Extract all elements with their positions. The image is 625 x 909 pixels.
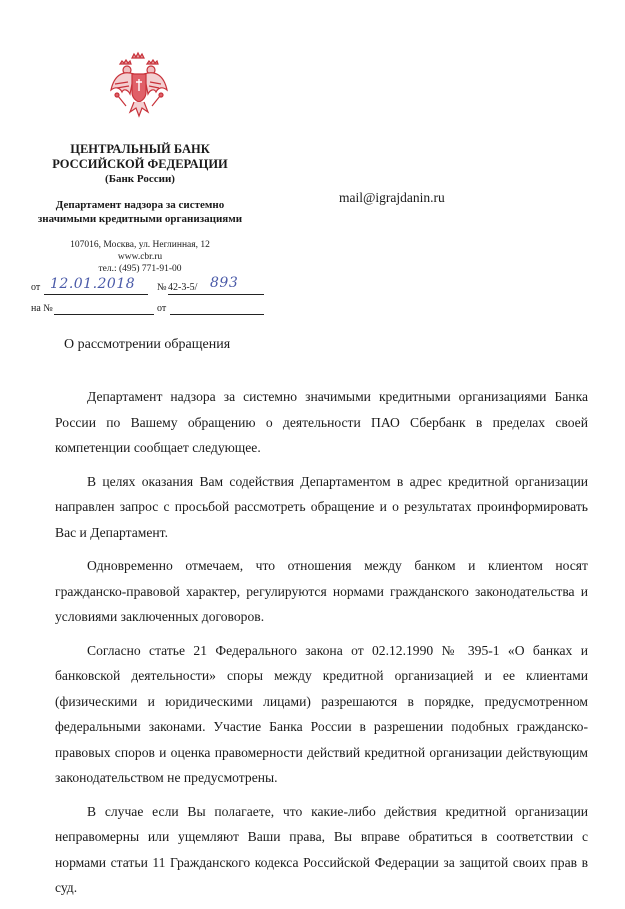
ref-label: на №: [31, 303, 53, 314]
ref-number-underline: [54, 314, 154, 315]
ref-from-label: от: [157, 303, 167, 314]
department-line2: значимыми кредитными организациями: [37, 213, 243, 225]
coat-of-arms-icon: [108, 50, 170, 120]
phone: тел.: (495) 771-91-00: [98, 264, 182, 274]
handwritten-date: 12.01.2018: [50, 276, 136, 292]
department-line1: Департамент надзора за системно: [55, 199, 225, 211]
paragraph: В случае если Вы полагаете, что какие-либо действия кредитной организации неправомерны или ущемляют Ваши права, Вы вправе обратиться в соответствии с нормами статьи 11 Гражданского кодекса Российской Федерации за защитой своих прав в суд.: [55, 803, 588, 895]
paragraph: Департамент надзора за системно значимыми кредитными организациями Банка России по Вашему обращению о деятельности ПАО Сбербанк в пределах своей компетенции сообщает следующее.: [55, 389, 588, 455]
letter-subject: О рассмотрении обращения: [64, 337, 231, 352]
paragraph: Одновременно отмечаем, что отношения между банком и клиентом носят гражданско-правовой характер, регулируются нормами гражданского законодательства и условиями заключенных договоров.: [55, 558, 588, 624]
letter-body: [55, 384, 588, 909]
date-underline: [44, 294, 148, 295]
address: 107016, Москва, ул. Неглинная, 12: [70, 240, 210, 250]
number-label: №: [157, 282, 167, 293]
org-name-line2: РОССИЙСКОЙ ФЕДЕРАЦИИ: [52, 157, 228, 171]
number-underline: [168, 294, 264, 295]
org-short-name: (Банк России): [105, 173, 175, 185]
paragraph: В целях оказания Вам содействия Департаментом в адрес кредитной организации направлен запрос с просьбой рассмотреть обращение и о результатах проинформировать Вас и Департамент.: [55, 473, 588, 540]
website: www.cbr.ru: [117, 252, 163, 262]
paragraph: Согласно статье 21 Федерального закона от 02.12.1990 № 395-1 «О банках и банковской деятельности» споры между кредитной организацией и ее клиентами (физическими и юридическими лицами) разрешаются в порядке, предусмотренном федеральными законами. Участие Банка России в разрешении подобных гражданско-правовых споров и оценка правомерности действий кредитной организации действующим законодательством не предусмотрены.: [55, 642, 588, 785]
letterhead: [0, 142, 280, 275]
ref-date-underline: [170, 314, 264, 315]
handwritten-number: 893: [210, 275, 239, 291]
number-printed: 42-3-5/: [168, 282, 198, 293]
from-label: от: [31, 282, 41, 293]
recipient-email: mail@igrajdanin.ru: [339, 190, 445, 205]
org-name-line1: ЦЕНТРАЛЬНЫЙ БАНК: [70, 142, 210, 156]
